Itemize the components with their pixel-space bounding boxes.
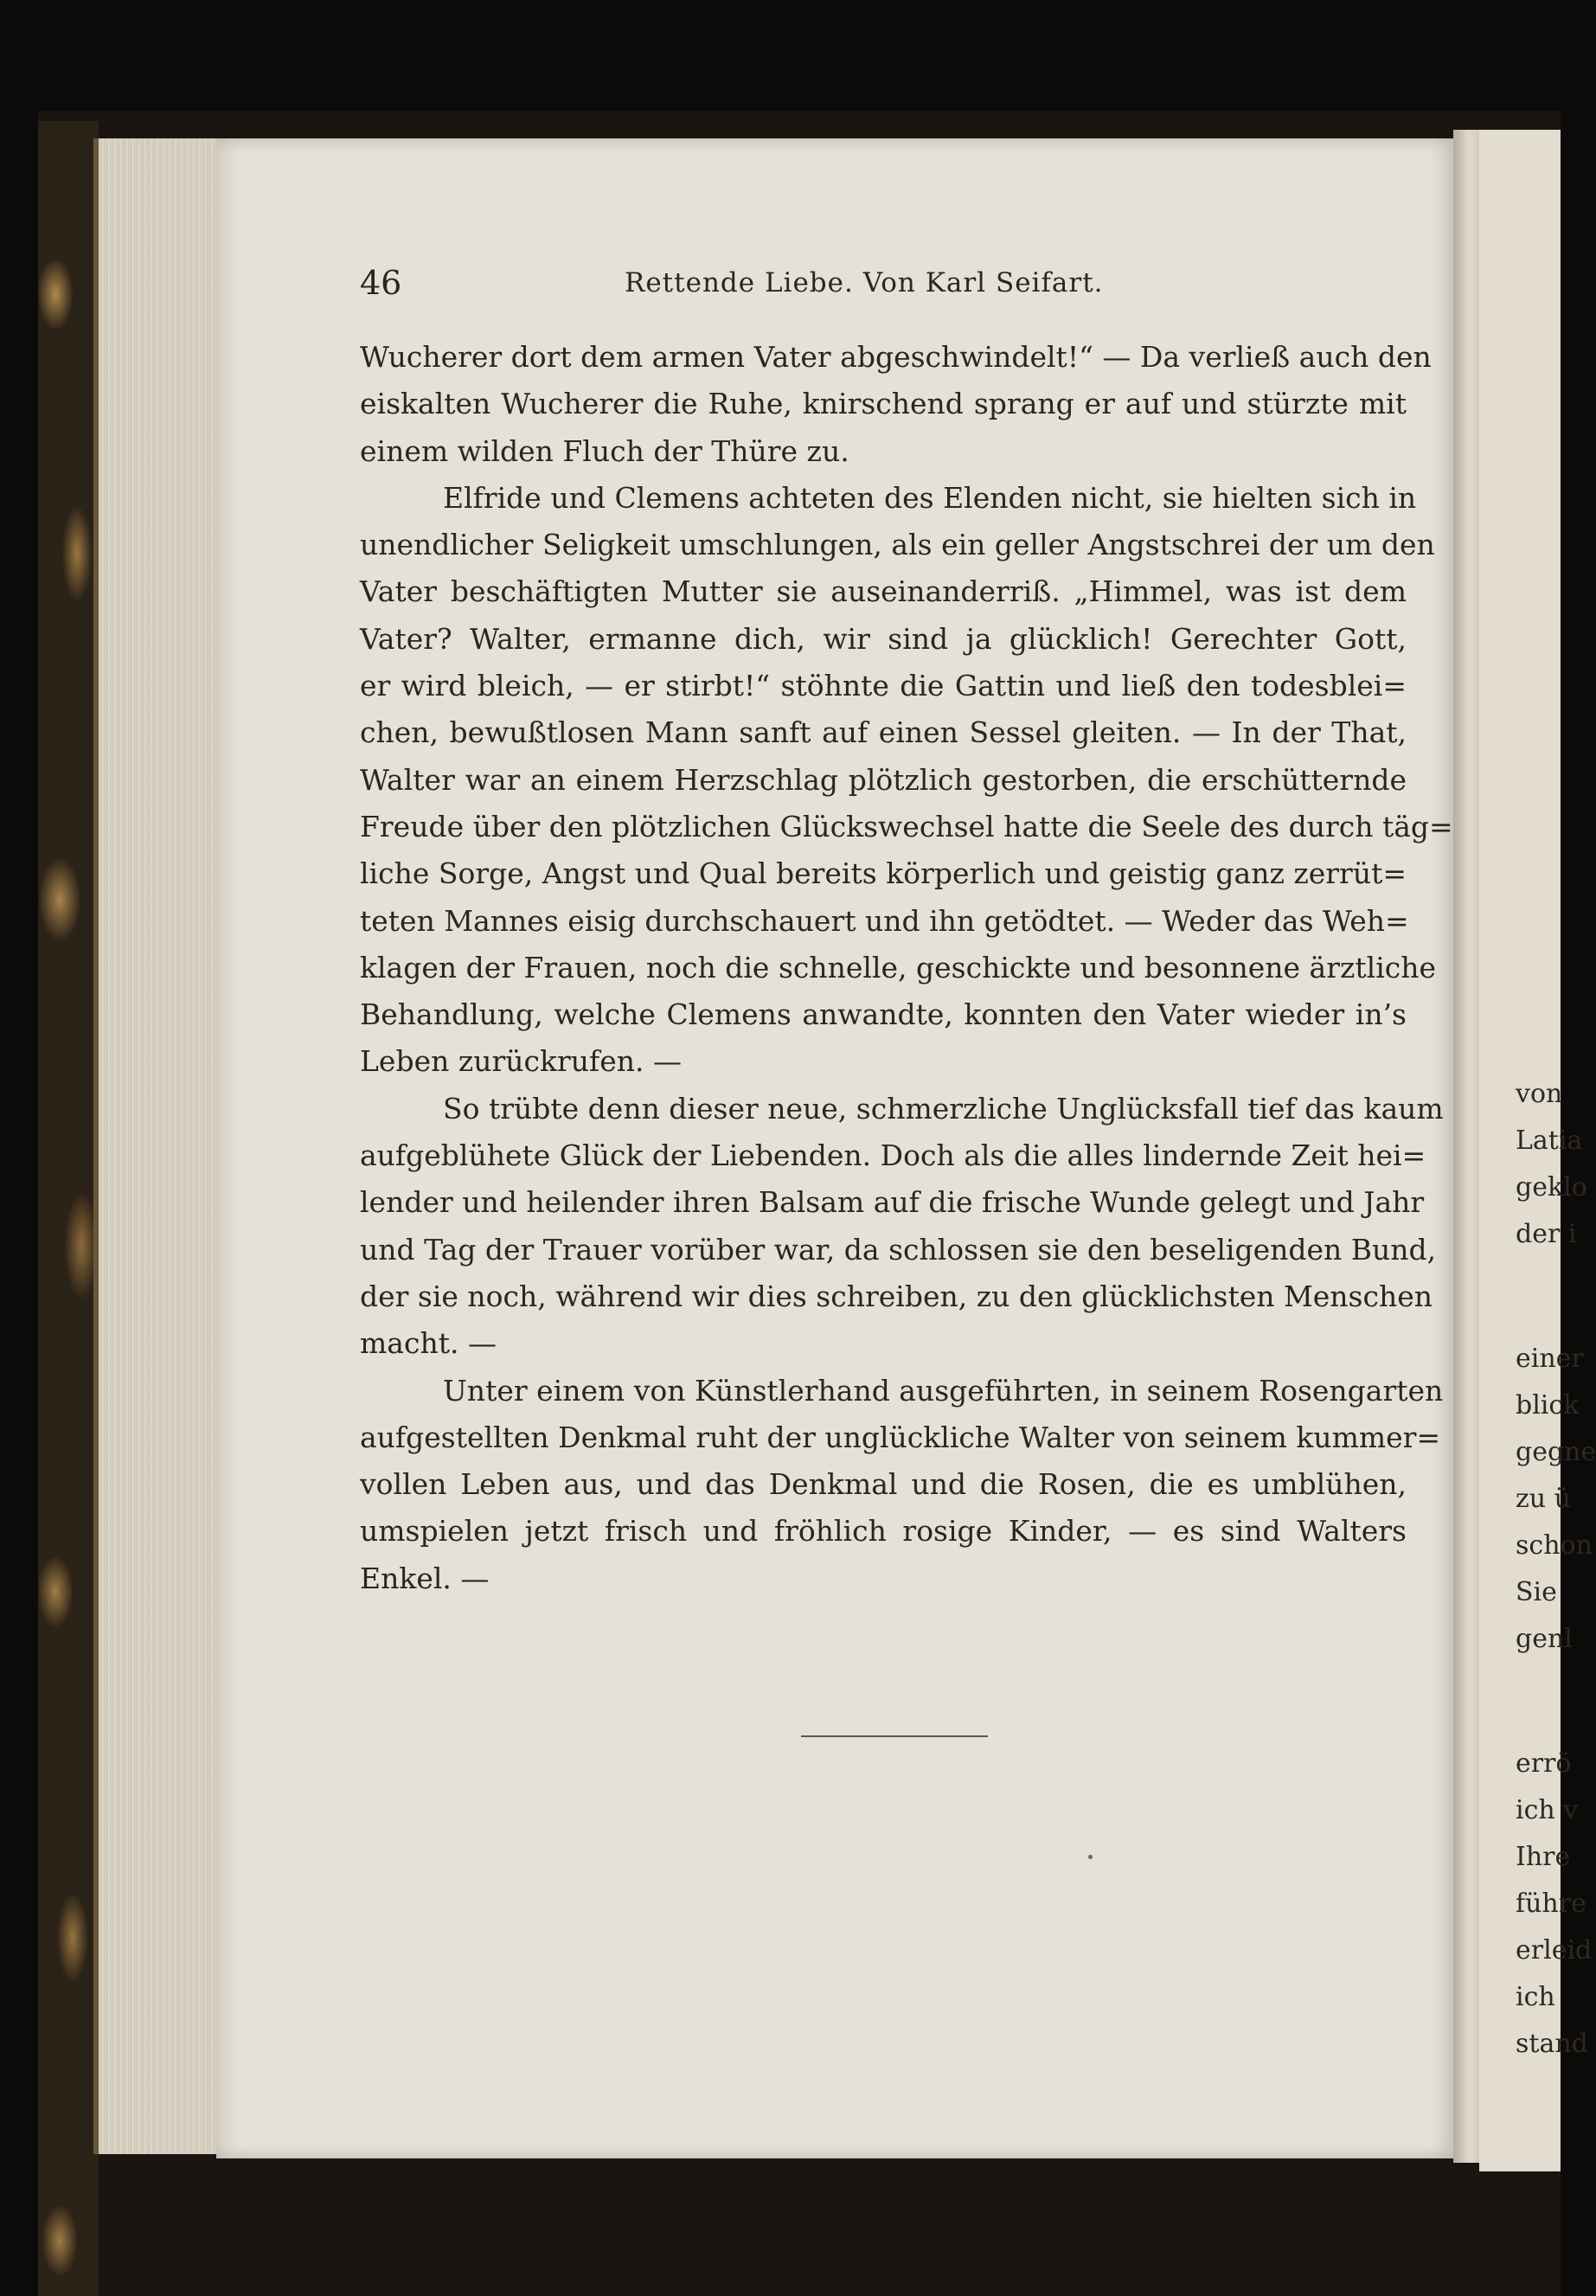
facing-word: stand [1516, 2029, 1588, 2059]
facing-word: gegne [1516, 1437, 1596, 1467]
facing-word: der i [1516, 1219, 1577, 1249]
text-line: Wucherer dort dem armen Vater abgeschwindelt!“ — Da verließ auch den [360, 340, 1432, 374]
facing-gap [1516, 1663, 1561, 1741]
marbled-cover-edge [38, 121, 99, 2296]
text-line: eiskalten Wucherer die Ruhe, knirschend sprang er auf und stürzte mit [360, 387, 1407, 421]
text-line: liche Sorge, Angst und Qual bereits körperlich und geistig ganz zerrüt= [360, 856, 1407, 891]
text-line: Vater? Walter, ermanne dich, wir sind ja glücklich! Gerechter Gott, [360, 621, 1407, 656]
facing-word: errö [1516, 1748, 1572, 1779]
text-line: der sie noch, während wir dies schreiben, zu den glücklichsten Menschen [360, 1279, 1433, 1313]
text-line: er wird bleich, — er stirbt!“ stöhnte die Gattin und ließ den todesblei= [360, 669, 1407, 703]
text-line: Elfride und Clemens achteten des Elenden nicht, sie hielten sich in [443, 480, 1417, 515]
text-line: aufgestellten Denkmal ruht der unglückliche Walter von seinem kummer= [360, 1420, 1441, 1454]
facing-word: schon [1516, 1530, 1593, 1561]
facing-word: zu ü [1516, 1484, 1571, 1514]
end-rule [801, 1735, 988, 1737]
facing-word: führe [1516, 1889, 1586, 1919]
text-line: Leben zurückrufen. — [360, 1044, 682, 1079]
facing-word: blick [1516, 1390, 1580, 1421]
text-line: unendlicher Seligkeit umschlungen, als ein geller Angstschrei der um den [360, 528, 1435, 562]
book-gutter [1453, 130, 1479, 2163]
text-line: klagen der Frauen, noch die schnelle, geschickte und besonnene ärztliche [360, 950, 1437, 984]
facing-word: erleid [1516, 1935, 1593, 1966]
facing-word: genl [1516, 1624, 1573, 1654]
text-line: und Tag der Trauer vorüber war, da schlossen sie den beseligenden Bund, [360, 1232, 1437, 1267]
text-line: vollen Leben aus, und das Denkmal und die Rosen, die es umblühen, [360, 1467, 1407, 1502]
facing-word: geklo [1516, 1172, 1587, 1203]
text-line: So trübte denn dieser neue, schmerzliche Unglücksfall tief das kaum [443, 1091, 1444, 1126]
text-line: aufgeblühete Glück der Liebenden. Doch als die alles lindernde Zeit hei= [360, 1138, 1426, 1173]
text-line: teten Mannes eisig durchschauert und ihn getödtet. — Weder das Weh= [360, 903, 1409, 938]
text-line: Unter einem von Künstlerhand ausgeführten, in seinem Rosengarten [443, 1373, 1444, 1408]
text-line: einem wilden Fluch der Thüre zu. [360, 433, 849, 468]
facing-word: Latia [1516, 1126, 1583, 1156]
text-line: lender und heilender ihren Balsam auf die frische Wunde gelegt und Jahr [360, 1185, 1425, 1220]
text-line: Vater beschäftigten Mutter sie auseinanderriß. „Himmel, was ist dem [360, 574, 1407, 609]
text-line: Enkel. — [360, 1561, 490, 1595]
text-line: macht. — [360, 1326, 497, 1361]
facing-gap [1516, 1258, 1561, 1336]
facing-word: ich v [1516, 1795, 1579, 1825]
facing-word: einer [1516, 1344, 1584, 1374]
text-line: Walter war an einem Herzschlag plötzlich gestorben, die erschütternde [360, 762, 1407, 797]
page-header [360, 264, 1407, 316]
page-stack-edges [93, 138, 228, 2154]
text-line: umspielen jetzt frisch und fröhlich rosige Kinder, — es sind Walters [360, 1514, 1407, 1549]
body-text [360, 334, 1453, 1602]
facing-word: Ihre [1516, 1842, 1571, 1872]
facing-word: Sie [1516, 1577, 1557, 1607]
facing-page-text [1516, 1071, 1596, 2068]
paper-speck [1088, 1855, 1093, 1859]
text-line: Behandlung, welche Clemens anwandte, konnten den Vater wieder in’s [360, 997, 1407, 1032]
facing-word: von [1516, 1079, 1563, 1109]
page-number: 46 [360, 264, 402, 302]
running-title: Rettende Liebe. Von Karl Seifart. [625, 267, 1104, 298]
text-line: chen, bewußtlosen Mann sanft auf einen Sessel gleiten. — In der That, [360, 715, 1407, 750]
text-line: Freude über den plötzlichen Glückswechsel hatte die Seele des durch täg= [360, 809, 1453, 843]
facing-word: ich [1516, 1982, 1555, 2012]
